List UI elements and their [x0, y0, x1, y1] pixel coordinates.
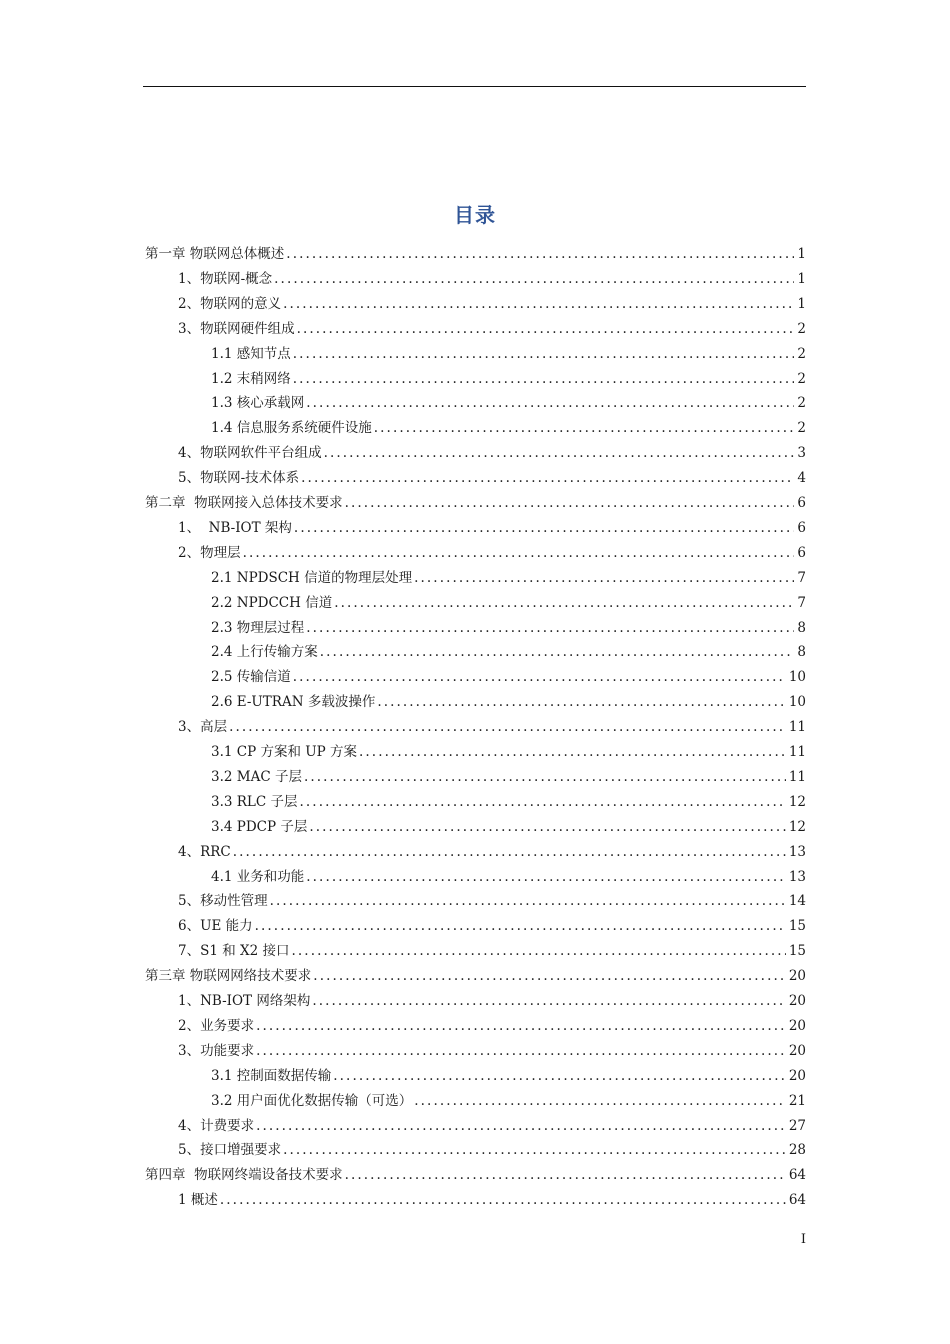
toc-entry-label: 5、移动性管理: [178, 893, 268, 910]
toc-entry-label: 1.3 核心承载网: [211, 395, 305, 412]
toc-entry-label: 2.1 NPDSCH 信道的物理层处理: [211, 569, 413, 586]
dot-leader: [293, 367, 795, 391]
dot-leader: [220, 1188, 786, 1212]
toc-entry[interactable]: [211, 367, 806, 391]
toc-entry-label: 3.4 PDCP 子层: [211, 818, 308, 835]
dot-leader: [309, 815, 785, 839]
toc-entry-page: 2: [797, 420, 806, 437]
dot-leader: [345, 1163, 786, 1187]
toc-entry[interactable]: [211, 416, 806, 440]
toc-entry[interactable]: [178, 441, 806, 465]
toc-entry[interactable]: [211, 640, 806, 664]
dot-leader: [256, 1114, 786, 1138]
dot-leader: [359, 740, 786, 764]
toc-entry-page: 10: [788, 669, 806, 686]
toc-entry-page: 12: [788, 793, 806, 810]
toc-entry-page: 64: [788, 1192, 806, 1209]
toc-entry-label: 1.2 末稍网络: [211, 370, 291, 387]
toc-entry-page: 20: [788, 1042, 806, 1059]
dot-leader: [286, 242, 794, 266]
toc-entry-page: 3: [797, 445, 806, 462]
toc-entry-label: 3、物联网硬件组成: [178, 320, 295, 337]
toc-entry-page: 6: [797, 519, 806, 536]
toc-entry[interactable]: [145, 491, 806, 515]
toc-entry-page: 1: [797, 270, 806, 287]
toc-entry-page: 2: [797, 370, 806, 387]
dot-leader: [320, 640, 795, 664]
toc-entry[interactable]: [178, 516, 806, 540]
toc-entry-page: 1: [797, 246, 806, 262]
toc-entry-page: 4: [797, 470, 806, 487]
toc-entry-page: 6: [797, 544, 806, 561]
dot-leader: [243, 541, 795, 565]
toc-entry[interactable]: [178, 939, 806, 963]
dot-leader: [414, 1089, 786, 1113]
dot-leader: [306, 865, 786, 889]
toc-entry-label: 2、物联网的意义: [178, 295, 282, 312]
toc-entry-page: 7: [797, 569, 806, 586]
dot-leader: [374, 416, 795, 440]
dot-leader: [301, 466, 794, 490]
toc-entry[interactable]: [178, 317, 806, 341]
toc-entry[interactable]: [211, 616, 806, 640]
dot-leader: [274, 267, 794, 291]
toc-entry-page: 13: [788, 868, 806, 885]
toc-entry-label: 2.6 E-UTRAN 多载波操作: [211, 694, 376, 711]
toc-entry-label: 3.1 控制面数据传输: [211, 1067, 332, 1084]
toc-entry-label: 2、物理层: [178, 544, 241, 561]
toc-entry-page: 8: [797, 619, 806, 636]
toc-entry[interactable]: [211, 815, 806, 839]
toc-entry[interactable]: [211, 690, 806, 714]
toc-entry-page: 20: [788, 1067, 806, 1084]
toc-entry-page: 11: [788, 768, 806, 785]
dot-leader: [306, 391, 794, 415]
toc-entry-page: 11: [788, 744, 806, 760]
toc-entry-label: 3.1 CP 方案和 UP 方案: [211, 744, 358, 760]
toc-entry-label: 第四章 物联网终端设备技术要求: [145, 1167, 343, 1184]
dot-leader: [283, 292, 794, 316]
dot-leader: [414, 566, 794, 590]
toc-entry-label: 6、UE 能力: [178, 918, 253, 935]
dot-leader: [294, 516, 794, 540]
toc-entry-page: 2: [797, 320, 806, 337]
toc-entry[interactable]: [178, 466, 806, 490]
toc-entry[interactable]: [211, 591, 806, 615]
dot-leader: [377, 690, 785, 714]
toc-entry-page: 2: [797, 345, 806, 362]
toc-entry[interactable]: [211, 566, 806, 590]
page-title: 目录: [454, 203, 496, 227]
toc-entry[interactable]: [211, 790, 806, 814]
toc-entry-page: 12: [788, 818, 806, 835]
toc-entry-page: 8: [797, 644, 806, 661]
toc-entry-label: 2.2 NPDCCH 信道: [211, 594, 333, 611]
toc-entry[interactable]: [211, 342, 806, 366]
toc-entry-page: 2: [797, 395, 806, 412]
dot-leader: [256, 1014, 786, 1038]
toc-entry-page: 28: [788, 1142, 806, 1159]
toc-entry-label: 2.5 传输信道: [211, 669, 291, 686]
dot-leader: [300, 790, 786, 814]
dot-leader: [345, 491, 795, 515]
toc-entry-label: 1.1 感知节点: [211, 345, 291, 362]
dot-leader: [256, 1039, 786, 1063]
toc-entry[interactable]: [178, 1138, 806, 1162]
toc-entry[interactable]: [178, 1114, 806, 1138]
toc-entry[interactable]: [178, 889, 806, 913]
toc-entry[interactable]: [211, 1089, 806, 1113]
toc-entry-page: 15: [788, 918, 806, 935]
toc-entry[interactable]: [178, 267, 806, 291]
toc-entry-label: 第二章 物联网接入总体技术要求: [145, 495, 343, 511]
toc-entry-page: 10: [788, 694, 806, 711]
toc-entry-label: 4、物联网软件平台组成: [178, 445, 322, 462]
toc-entry-page: 64: [788, 1167, 806, 1184]
dot-leader: [304, 765, 786, 789]
toc-entry-label: 2.3 物理层过程: [211, 619, 305, 636]
toc-entry-page: 13: [788, 843, 806, 860]
toc-entry-page: 20: [788, 993, 806, 1009]
toc-entry-label: 7、S1 和 X2 接口: [178, 943, 290, 960]
dot-leader: [293, 665, 786, 689]
toc-entry-label: 1.4 信息服务系统硬件设施: [211, 420, 372, 437]
toc-entry-label: 4、计费要求: [178, 1117, 255, 1134]
dot-leader: [233, 840, 786, 864]
toc-entry[interactable]: [145, 242, 806, 266]
toc-entry-label: 5、接口增强要求: [178, 1142, 282, 1159]
toc-entry-page: 11: [788, 719, 806, 736]
toc-entry-label: 3.3 RLC 子层: [211, 793, 298, 810]
toc-entry-page: 1: [797, 295, 806, 312]
toc-entry-label: 第一章 物联网总体概述: [145, 246, 285, 262]
toc-entry[interactable]: [145, 1163, 806, 1187]
page-number: I: [800, 1232, 806, 1247]
toc-entry-page: 14: [788, 893, 806, 910]
dot-leader: [292, 939, 786, 963]
dot-leader: [255, 914, 786, 938]
toc-entry-label: 4、RRC: [178, 843, 231, 860]
toc-entry-label: 5、物联网-技术体系: [178, 470, 300, 487]
toc-entry[interactable]: [211, 740, 806, 764]
dot-leader: [297, 317, 795, 341]
dot-leader: [334, 591, 794, 615]
toc-entry-label: 4.1 业务和功能: [211, 868, 305, 885]
dot-leader: [229, 715, 786, 739]
toc-entry-page: 6: [797, 495, 806, 511]
toc-entry-page: 27: [788, 1117, 806, 1134]
toc-entry[interactable]: [178, 541, 806, 565]
toc-entry-page: 20: [788, 968, 806, 985]
toc-entry[interactable]: [178, 715, 806, 739]
toc-entry-label: 第三章 物联网网络技术要求: [145, 968, 312, 985]
toc-entry-label: 3.2 用户面优化数据传输（可选）: [211, 1092, 413, 1109]
toc-entry-label: 3、功能要求: [178, 1042, 255, 1059]
toc-entry-page: 7: [797, 594, 806, 611]
dot-leader: [333, 1064, 786, 1088]
header-rule: [143, 86, 806, 87]
dot-leader: [293, 342, 795, 366]
toc-entry[interactable]: [178, 1014, 806, 1038]
dot-leader: [283, 1138, 786, 1162]
dot-leader: [324, 441, 795, 465]
toc-entry-label: 1、物联网-概念: [178, 270, 273, 287]
toc-entry-label: 1、 NB-IOT 架构: [178, 519, 292, 536]
toc-entry[interactable]: [145, 964, 806, 988]
toc-entry[interactable]: [178, 914, 806, 938]
toc-entry[interactable]: [178, 292, 806, 316]
toc-entry[interactable]: [211, 391, 806, 415]
dot-leader: [270, 889, 786, 913]
toc-entry-label: 2.4 上行传输方案: [211, 644, 318, 661]
toc-entry[interactable]: [211, 1064, 806, 1088]
toc-entry-label: 3.2 MAC 子层: [211, 768, 302, 785]
toc-entry-label: 3、高层: [178, 719, 228, 736]
toc-entry-page: 15: [788, 943, 806, 960]
toc-entry[interactable]: [211, 765, 806, 789]
toc-entry-page: 20: [788, 1017, 806, 1034]
toc-entry-label: 1 概述: [178, 1192, 218, 1209]
toc-entry[interactable]: [178, 989, 806, 1013]
toc-entry[interactable]: [178, 1188, 806, 1212]
dot-leader: [313, 964, 786, 988]
toc-entry[interactable]: [211, 665, 806, 689]
toc-entry[interactable]: [211, 865, 806, 889]
toc-entry[interactable]: [178, 840, 806, 864]
dot-leader: [312, 989, 785, 1013]
toc-entry[interactable]: [178, 1039, 806, 1063]
toc-entry-label: 1、NB-IOT 网络架构: [178, 993, 311, 1009]
toc-entry-label: 2、业务要求: [178, 1017, 255, 1034]
toc-entry-page: 21: [788, 1092, 806, 1109]
dot-leader: [306, 616, 794, 640]
